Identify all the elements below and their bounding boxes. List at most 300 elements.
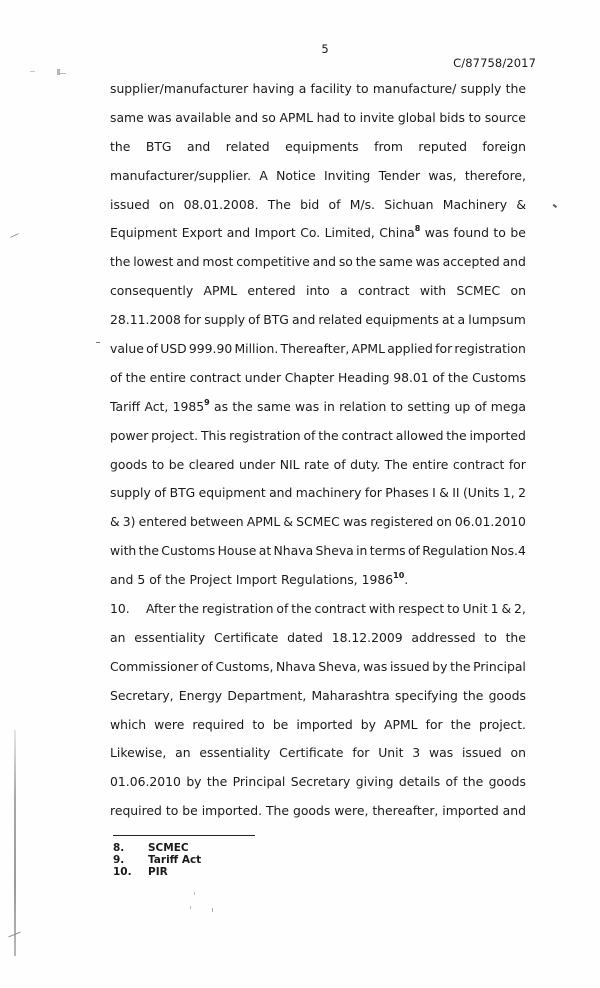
word: a — [457, 312, 466, 328]
word: to — [356, 81, 369, 96]
word: the — [110, 254, 131, 270]
word: same — [378, 254, 413, 270]
word: Customs — [161, 543, 216, 559]
word: was — [363, 658, 388, 674]
word: Sheva, — [318, 658, 361, 674]
word: BTG — [169, 485, 196, 501]
word: BTG — [145, 138, 172, 154]
word: of — [445, 774, 458, 790]
word: cleared — [188, 456, 235, 472]
word: allowed — [395, 427, 444, 443]
word: having — [252, 81, 295, 96]
word: and — [234, 109, 259, 125]
word: the — [110, 138, 131, 154]
word: issued — [461, 745, 502, 761]
word: goods — [488, 687, 526, 703]
word: the — [232, 398, 253, 414]
word: to — [484, 629, 497, 645]
word: Regulation — [422, 543, 489, 559]
word: equipments — [365, 312, 439, 328]
word: a — [340, 283, 348, 299]
word: the — [505, 81, 526, 96]
word: A — [259, 167, 268, 183]
word: global — [397, 109, 436, 125]
word: goods — [488, 774, 526, 790]
word: Heading — [337, 369, 390, 385]
word: Nhava — [276, 658, 316, 674]
word: Equipment — [110, 225, 178, 241]
word: Tariff — [110, 398, 141, 414]
word: to — [390, 398, 404, 414]
word: Export — [181, 225, 223, 241]
word: II — [452, 485, 460, 501]
word: be — [272, 716, 289, 732]
word: the — [206, 774, 228, 790]
word: specifying — [394, 687, 458, 703]
word: for — [364, 485, 382, 501]
text-line — [110, 277, 526, 306]
word: of — [333, 456, 346, 472]
word: APML — [384, 716, 418, 732]
word: between — [190, 514, 244, 530]
word: Import — [235, 572, 278, 588]
word: entire — [412, 456, 449, 472]
word: on — [510, 283, 526, 299]
word: facility — [310, 81, 352, 96]
word: registration — [201, 601, 274, 617]
word: Inviting — [323, 167, 371, 183]
word: at — [441, 312, 455, 328]
word: 98.01 — [393, 369, 429, 385]
footnote-number: 9. — [113, 854, 125, 866]
word: BTG — [263, 312, 289, 328]
scan-speck — [212, 908, 213, 912]
word: Unit — [378, 745, 404, 761]
word: 06.01.2010 — [454, 514, 526, 530]
word: issued — [110, 196, 150, 212]
word: therefore, — [464, 167, 526, 183]
text-line — [110, 595, 526, 624]
text-line — [110, 335, 526, 364]
word: to — [447, 601, 460, 617]
word: for — [425, 716, 443, 732]
word: found — [453, 225, 489, 241]
text-line — [110, 219, 526, 248]
word: NIL — [279, 456, 300, 472]
word: Unit — [462, 601, 488, 617]
word: was — [342, 514, 368, 530]
word: supply — [110, 485, 151, 501]
footnote-9 — [113, 854, 201, 866]
scan-speck — [96, 342, 100, 343]
word: the — [318, 427, 339, 443]
word: & — [110, 514, 120, 530]
text-line — [110, 624, 526, 653]
word: USD — [160, 341, 187, 357]
word: APML — [203, 283, 238, 299]
word: to — [468, 109, 482, 125]
footnote-text: PIR — [148, 866, 168, 878]
word: details — [398, 774, 441, 790]
scan-speck — [10, 233, 19, 238]
word: giving — [355, 774, 394, 790]
word: essentiality — [134, 629, 206, 645]
word: Phases — [385, 485, 429, 501]
text-line — [110, 537, 526, 566]
word: consequently — [110, 283, 194, 299]
word: 3) — [122, 514, 136, 530]
word: equipment — [198, 485, 266, 501]
word: of — [407, 543, 420, 559]
word: with — [368, 601, 396, 617]
word: contract — [452, 456, 505, 472]
paragraph-number: 10. — [110, 601, 130, 617]
word: most — [202, 254, 234, 270]
word: Limited, — [324, 225, 375, 241]
word: the — [355, 254, 377, 270]
word: of — [248, 312, 261, 328]
word: the — [448, 369, 469, 385]
word: After — [146, 601, 176, 617]
word: for — [184, 312, 202, 328]
text-line — [110, 248, 526, 277]
word: of — [303, 427, 316, 443]
word: was, — [428, 167, 457, 183]
word: was — [147, 109, 172, 125]
word: contract — [358, 283, 410, 299]
word: 2 — [518, 485, 526, 501]
word: and — [186, 138, 211, 154]
word: and — [312, 254, 336, 270]
case-number: C/87758/2017 — [453, 56, 536, 70]
word: The — [265, 803, 290, 819]
word: issued — [389, 658, 430, 674]
word: Act, — [144, 398, 169, 414]
word: in — [323, 398, 335, 414]
word: invite — [359, 109, 395, 125]
word: House — [217, 543, 257, 559]
word: 1, — [502, 485, 515, 501]
word: Nos.4 — [490, 543, 526, 559]
word: in — [356, 543, 368, 559]
word: Customs, — [215, 658, 274, 674]
page-number: 5 — [321, 42, 329, 56]
word: Principal — [473, 658, 526, 674]
word: setting — [407, 398, 451, 414]
word: goods — [292, 803, 331, 819]
word: respect — [398, 601, 445, 617]
footnote-10 — [113, 866, 201, 878]
word: bid — [300, 196, 320, 212]
word: Likewise, — [110, 745, 167, 761]
word: entered — [138, 514, 187, 530]
word: the — [138, 543, 159, 559]
word: the — [165, 572, 186, 588]
word: 3 — [412, 745, 421, 761]
word: to — [151, 456, 165, 472]
word: an — [110, 629, 126, 645]
word: Machinery — [442, 196, 508, 212]
word: Energy — [178, 687, 223, 703]
scan-speck — [194, 892, 195, 895]
word: supply — [460, 81, 502, 96]
word: by — [360, 716, 376, 732]
word: & — [516, 196, 526, 212]
word: APML — [279, 109, 313, 125]
word: Project — [189, 572, 232, 588]
word: manufacture/ — [372, 81, 457, 96]
word: mega — [490, 398, 526, 414]
word: terms — [369, 543, 406, 559]
word: to — [252, 716, 265, 732]
word: registered — [370, 514, 434, 530]
footnote-8 — [113, 842, 201, 854]
word: duty. — [350, 456, 381, 472]
text-line — [110, 768, 526, 797]
word: 01.06.2010 — [110, 774, 181, 790]
word: same — [110, 109, 144, 125]
text-line — [110, 191, 526, 220]
word: accepted — [442, 254, 500, 270]
word: Million. — [234, 341, 279, 357]
word: be — [510, 225, 526, 241]
word: SCMEC — [456, 283, 501, 299]
word: addressed — [411, 629, 476, 645]
footnotes — [113, 842, 201, 878]
scan-speck — [553, 204, 557, 208]
word: was — [295, 398, 320, 414]
word: 08.01.2008. — [183, 196, 259, 212]
word: power — [110, 427, 149, 443]
text-line — [110, 133, 526, 162]
word: on — [436, 514, 452, 530]
word: supply — [204, 312, 246, 328]
word: APML — [351, 341, 386, 357]
word: reputed — [418, 138, 467, 154]
word: & — [439, 485, 449, 501]
word: required — [110, 803, 162, 819]
word: with — [110, 543, 137, 559]
text-line — [110, 479, 526, 508]
word: The — [267, 196, 291, 212]
word: for — [435, 341, 453, 357]
footnote-reference: 9 — [204, 397, 210, 407]
word: Tender — [378, 167, 421, 183]
word: 1 — [490, 601, 499, 617]
text-line — [110, 508, 526, 537]
word: contract — [189, 369, 242, 385]
word: as — [214, 398, 229, 414]
word: the — [178, 601, 200, 617]
word: China$^8$ — [379, 224, 421, 241]
word: up — [454, 398, 471, 414]
scan-speck — [60, 73, 66, 74]
word: competitive — [236, 254, 310, 270]
word: manufacturer/supplier. — [110, 167, 252, 183]
word: goods — [110, 456, 148, 472]
text-line — [110, 451, 526, 480]
word: the — [450, 658, 471, 674]
text-line — [110, 653, 526, 682]
scan-margin-line — [14, 730, 16, 956]
word: 28.11.2008 — [110, 312, 181, 328]
word: foreign — [482, 138, 526, 154]
word: and — [269, 485, 293, 501]
word: Customs — [472, 369, 526, 385]
word: Certificate — [213, 629, 279, 645]
word: thereafter, — [372, 803, 439, 819]
word: lumpsum — [468, 312, 526, 328]
word: lowest — [133, 254, 174, 270]
text-line — [110, 566, 526, 595]
word: the — [463, 687, 484, 703]
word: I — [432, 485, 436, 501]
word: entered — [247, 283, 296, 299]
word: M/s. — [349, 196, 375, 212]
word: Commissioner — [110, 658, 199, 674]
word: so — [338, 254, 353, 270]
word: to — [165, 803, 179, 819]
word: was — [424, 225, 449, 241]
word: dated — [287, 629, 323, 645]
text-line — [110, 797, 526, 826]
footnote-number: 8. — [113, 842, 125, 854]
word: entire — [149, 369, 186, 385]
word: applied — [387, 341, 433, 357]
footnote-reference: 10 — [393, 571, 405, 581]
word: the — [291, 601, 312, 617]
word: required — [192, 716, 245, 732]
word: contract — [314, 601, 366, 617]
word: Department, — [227, 687, 307, 703]
word: 1985$^9$ — [172, 397, 210, 414]
word: & — [283, 514, 294, 530]
word: Chapter — [284, 369, 335, 385]
word: 999.90 — [188, 341, 233, 357]
word: contract — [341, 427, 393, 443]
word: be — [168, 456, 185, 472]
word: registration — [454, 341, 526, 357]
word: & — [501, 601, 512, 617]
word: which — [110, 716, 147, 732]
word: This — [200, 427, 227, 443]
word: Principal — [232, 774, 286, 790]
word: to — [343, 109, 357, 125]
scan-speck — [57, 69, 60, 75]
word: to — [493, 225, 506, 241]
text-line — [110, 393, 526, 422]
word: with — [419, 283, 447, 299]
word: project. — [151, 427, 199, 443]
footnote-number: 10. — [113, 866, 132, 878]
text-line — [110, 739, 526, 768]
footnote-separator — [113, 835, 255, 836]
text-line — [110, 75, 526, 104]
word: of — [474, 398, 487, 414]
word: Maharashtra — [311, 687, 390, 703]
word: registration — [229, 427, 301, 443]
word: source — [484, 109, 526, 125]
word: 5 — [137, 572, 146, 588]
word: and — [226, 225, 251, 241]
footnote-reference: 8 — [414, 224, 421, 234]
word: essentiality — [199, 745, 271, 761]
word: be — [182, 803, 198, 819]
word: project. — [479, 716, 526, 732]
word: SCMEC — [296, 514, 340, 530]
text-line — [110, 711, 526, 740]
word: for — [508, 456, 526, 472]
word: so — [261, 109, 276, 125]
word: a — [298, 81, 307, 96]
word: The — [384, 456, 408, 472]
word: 18.12.2009 — [331, 629, 403, 645]
word: related — [318, 312, 363, 328]
word: Co. — [300, 225, 321, 241]
word: available — [175, 109, 232, 125]
word: of — [146, 341, 159, 357]
word: were, — [334, 803, 369, 819]
footnote-text: Tariff Act — [148, 854, 202, 866]
word: APML — [246, 514, 281, 530]
word: of — [432, 369, 445, 385]
word: imported — [296, 716, 353, 732]
word: of — [149, 572, 162, 588]
word: Regulations, — [281, 572, 358, 588]
word: for — [352, 745, 370, 761]
word: the — [446, 427, 467, 443]
word: value — [110, 341, 144, 357]
word: Thereafter, — [280, 341, 350, 357]
word: Sheva — [315, 543, 354, 559]
word: of — [154, 485, 167, 501]
word: on — [510, 745, 526, 761]
word: from — [374, 138, 403, 154]
footnote-text: SCMEC — [148, 842, 189, 854]
word: relation — [339, 398, 387, 414]
word: Nhava — [273, 543, 314, 559]
text-line — [110, 162, 526, 191]
word: Import — [254, 225, 296, 241]
scan-speck — [190, 906, 191, 909]
body-text — [110, 75, 526, 826]
word: bids — [439, 109, 465, 125]
word: of — [276, 601, 289, 617]
word: was — [415, 254, 440, 270]
word: was — [428, 745, 454, 761]
word: equipments — [285, 138, 359, 154]
word: on — [158, 196, 175, 212]
word: same — [257, 398, 291, 414]
text-line — [110, 104, 526, 133]
word: by — [186, 774, 202, 790]
word: of — [328, 196, 341, 212]
word: Certificate — [279, 745, 344, 761]
text-line — [110, 422, 526, 451]
word: of — [110, 369, 122, 385]
word: related — [225, 138, 270, 154]
word: imported — [469, 427, 526, 443]
word: of — [200, 658, 213, 674]
word: were — [154, 716, 185, 732]
word: by — [432, 658, 448, 674]
word: the — [450, 716, 472, 732]
text-line — [110, 306, 526, 335]
word: under — [238, 456, 276, 472]
word: Notice — [276, 167, 316, 183]
word: rate — [304, 456, 330, 472]
word: under — [244, 369, 282, 385]
